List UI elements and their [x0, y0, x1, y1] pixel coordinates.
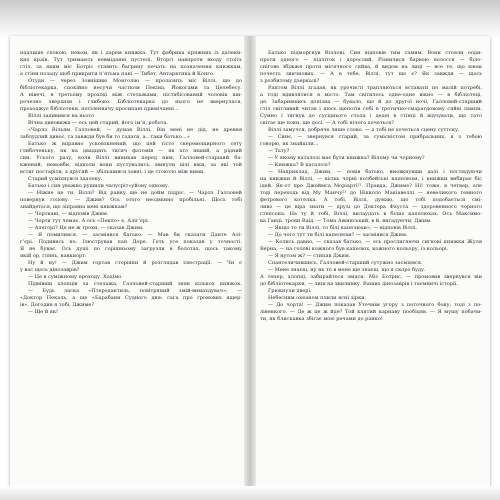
text-line: — У якому каталозі має бути книжка? Вілому чи чорному?: [268, 155, 425, 161]
text-line: повернув голову. — Джим? Ось отого неодмінно пробільні. Щось тобі: [20, 197, 242, 203]
text-line: Грюкнули двері.: [268, 288, 312, 294]
text-line: — Тату?: [268, 148, 290, 154]
text-line: Старий усміхнувся здалеку.: [28, 176, 103, 182]
text-line: Батько ж вправно усковзкнений, що цей тісто скеремоширного сету: [28, 141, 242, 147]
text-line: Я не буває. Ось душі по горішньому загрузли в болотах, щось такому: [20, 246, 242, 252]
background-shadow-bottom: [0, 486, 500, 500]
left-page: [20, 50, 242, 482]
text-line: рочезно зверхнім і глибоко. Бібліотекарка до нього не ввернулася,: [20, 99, 242, 105]
text-line: ких країв. Тут тримають невміданні пустелі. Вторгі навпроти входу стоїть: [20, 57, 242, 63]
text-line: у вас щось дінозаврів?: [20, 267, 80, 273]
text-line: стіл світливий читав і шось щепотів собі в тротично-смарагдовому сяйві лампи.: [260, 106, 482, 112]
text-line: — Колись давно, — сказав батько, — ось прослигяючи сигнові книжки Жуля: [268, 239, 482, 245]
text-line: проходжує бібліотеки, потілениачу просипані примічанні…: [20, 106, 179, 112]
text-line: на книжки й Віллі, — вісшь чорні колбейські капелюхи, і книжки вибирає біс: [260, 176, 482, 182]
text-line: встиг постаріти, а другий — збільшився зовні, і це стоколо між ними.: [20, 169, 205, 175]
text-line: Спантеличившись, Галловей-старший сутужно засміявся.: [268, 260, 423, 266]
text-line: бібліотекарка, спокійно несучи частком Пекіна, Йокогами та Целебесу.: [20, 85, 242, 91]
text-line: Батько і син уважно рушили чалусріт«уйону одному.: [28, 183, 170, 189]
text-line: Сумно і тягнув до сусіднього стола і дедеі в стінці й відчувати, що тато: [260, 113, 482, 119]
text-line: «Доктор Пекаль, а ще «Барабани Судного дня: сага про громових ящер-: [20, 295, 242, 301]
text-line: — Якщо то ти Віллі, то білі капелюхи», — відповів Віллі.: [268, 225, 418, 231]
text-line: Раптом Віллі згадав, як урочисті трапляються вставати по малій потребі,: [268, 85, 482, 91]
text-line: ва Ганді, троян Ваід. — Тома Ажинський, в й, вигадуючи, Джим.: [260, 218, 432, 224]
text-line: а стіни позаду щоб прикрити п’ятьма пані — Тибет, Антарктика й Конго.: [20, 71, 215, 77]
text-line: гʼєрі. Подивись но. Ілюстрував пан Доре. Геть усе показав у точності.: [20, 239, 242, 245]
text-line: надлише спокою, неком, як і дарем книжка. Тут фабрика пряжних із далеки-: [20, 50, 242, 56]
book-gutter: [244, 36, 256, 488]
background-shadow-top: [0, 0, 500, 40]
text-line: — Ще й як!: [28, 309, 59, 315]
text-line: Віллі задивився на нього: [28, 113, 95, 119]
text-line: Отуди — через Зовнішню Монголію — пролазить міс Віллі, що до: [28, 78, 242, 84]
text-line: — Мене знаєш, ну як то в мене ще знаєш, що я скоро буду.: [268, 267, 426, 273]
text-line: кжений, немовби, відколи вони пустувались, минули цілі віки, за які той: [20, 162, 242, 168]
text-line: глибоченьку, як на двадцять тисяч фатомів — як хто інший, а рідний: [20, 148, 242, 154]
text-line: а тоді вдивлятися в місто. Там світилось одне-одне вікно — в бібліотеці,: [260, 92, 482, 98]
open-book-spread: [10, 36, 490, 488]
text-line: Підвівши хлопців за стелажа, Галловей-старший зняв кількох книжок.: [28, 281, 242, 287]
text-line: — Алегорі? Це не ж трохи, — сказав Джим.: [28, 225, 144, 231]
text-line: стіл, за яким міс Ботріс ставить багрину печать на позначення книжкам,: [20, 64, 242, 70]
text-line: — Синє, — звернувся старий, за сумісністом прибральних, я з тобою: [268, 134, 482, 140]
text-line: «Чарлз Вільям Галловей, — думав Віллі. Він мені не дід, не древня: [28, 127, 242, 133]
text-line: почесть звичнових. — А в тебе, Віллі, тут що є? Як завжди — щось: [260, 71, 482, 77]
text-line: степсона. На ту й тобі, Віллі, вилаудать в білих капелюхах. Ось Максимо-: [260, 211, 482, 217]
text-line: Верна, — на голові кожного був капелюх, кожного кольору, із кольорі.: [260, 246, 449, 252]
text-line: ів». Догодив я тобі, Джиме?: [20, 302, 95, 308]
text-line: ти, як блискавка збігає мою речами до ранко!: [260, 316, 383, 322]
text-line: — Чорткані, — відповів Джим.: [28, 211, 109, 217]
text-line: Вічна дивовижа — ось цей старий, його ім’я, робота.: [28, 120, 168, 126]
text-line: — До чорта! — Джим показав Уточнім угору з поточного боку, тоді з по-: [268, 302, 482, 308]
text-line: де. Забарившись допізна — бувало, що й до другої ночі, Галловей-старший: [260, 99, 482, 105]
text-line: — Будь ласка «Птеродактиль, повітряний змій-вимахдувач», —: [28, 288, 242, 294]
text-line: — Ніжне це ти, Віллі? Від ранку ще не дойм підріс. — Чарлз Галловей: [28, 190, 242, 196]
text-line: ливо — це віра знати — друзі до Доктора Фауста — здоровенного чорного: [260, 204, 482, 210]
text-line: — До чого тут ти білі капелюхи? — засміявся Джим.: [268, 232, 408, 238]
text-line: тоді переходь від Му Манчу²³ до Нікколо Макіавеллі — невеликого темного: [260, 190, 482, 196]
text-line: Віллі замучся, добряче лише слово. — а тобі не хочеться сцену суттєку.: [268, 127, 460, 133]
text-line: з розбитому дзеркалі?: [260, 78, 320, 84]
text-line: проти одного — підліток і дорослий. Різнилися барвою волосся — біло-: [260, 57, 482, 63]
text-line: знайдеться, що зіправна мені книжкам?: [20, 204, 128, 210]
text-line: заблудлий дивос, та завжди був би то гадати, а.. таки батько…»: [20, 134, 190, 140]
text-line: Батько підморгнув Віллові. Син відповів тим самим. Вони стояли ооди-: [268, 50, 482, 56]
text-line: син. Усього разу, коли Віллі виникав перед ним, Галловей-старший ба-: [20, 155, 242, 161]
text-line: — Книжка? В каталозі?: [268, 162, 331, 168]
text-line: А нівечі, в третьому проході між стелажами, пістабісований чоловік ши-: [20, 92, 242, 98]
text-line: ідей. Як-от про Джеймса Моріарті²². Правда, Джиме? Ні! тоже, в четвер, але: [260, 183, 482, 189]
text-line: якій ор, глянь, навкиорт:: [20, 253, 87, 259]
text-line: — Я помилився, — засміявся батько. — Мав би сказати Данте Алі-: [28, 232, 242, 238]
text-line: Небесним океаном плили ясні зірки.: [268, 295, 367, 301]
right-page: [260, 50, 482, 482]
text-line: до бібліотекарки, — лиш на хвилинку. Ваших дінозаврів і таємничі історії.: [260, 281, 458, 287]
text-line: лівенкого. — Де ж це ж йде? Той клятий карнаву пообіцяв. — Я мушу побачи-: [260, 309, 482, 315]
text-line: снігове збіжжя проти місячного сяйва, й видом на лиці — все те, що юнак: [260, 64, 482, 70]
text-line: — Я нусом ж? — стипав Джим.: [268, 253, 351, 259]
text-line: Ну й ну! — Джим гортав сторінки й розглядав ілюстрації. — Чи є: [28, 260, 242, 266]
text-line: фетрового котелка. А тобі, Віллі, думаю, що тобі подобається смі-: [260, 197, 482, 203]
text-line: А тепер, хлопці, забирайтеся звідси. Міс Ботрис, — промовив звернувся він: [260, 274, 482, 280]
text-line: — Наприклад, Джим, — повів батько, вмовкнувши далі і поглядуючи: [268, 169, 482, 175]
text-line: говорю, як знайшли…: [260, 141, 319, 147]
text-line: світає ще поки, ще досі. — А тобі нічого хочеться?: [260, 120, 395, 126]
text-line: — Це в суміжному проходу. Ходімо.: [28, 274, 123, 280]
text-line: — Чорти тут чемає. А ось «Пекло» є, Алігʼєрі.: [28, 218, 150, 224]
